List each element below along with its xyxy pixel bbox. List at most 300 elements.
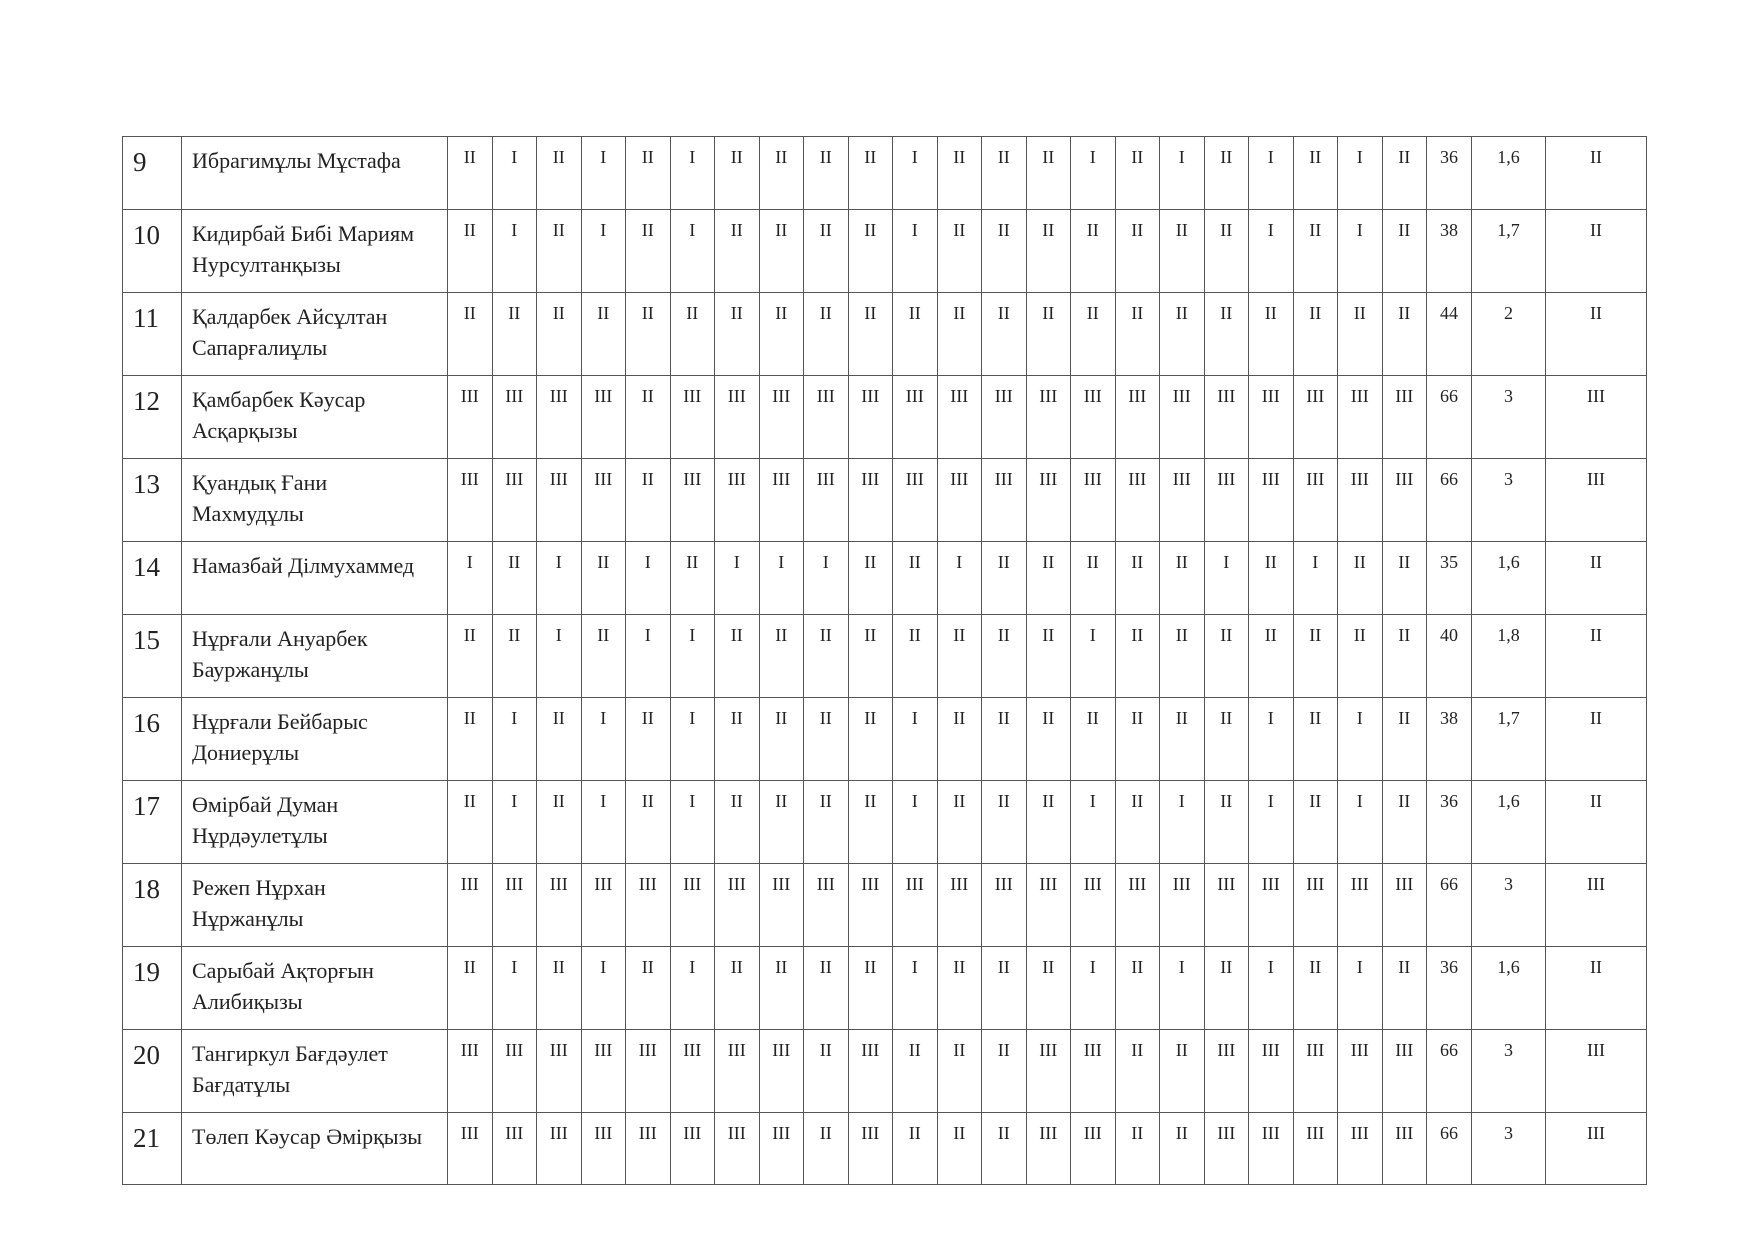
grade-cell: II — [1293, 210, 1338, 293]
grade-cell: II — [759, 210, 804, 293]
grade-cell: II — [626, 137, 671, 210]
table-row — [123, 781, 1647, 864]
grade-cell: III — [759, 459, 804, 542]
grade-cell: II — [537, 210, 582, 293]
grade-cell: II — [893, 542, 938, 615]
grade-cell: II — [804, 1113, 849, 1185]
average-score-cell: 1,6 — [1472, 781, 1546, 864]
grade-cell: I — [1249, 781, 1294, 864]
grades-table-body — [123, 137, 1647, 1185]
grade-cell: II — [670, 542, 715, 615]
level-cell: II — [1546, 615, 1647, 698]
row-number-cell: 16 — [123, 698, 182, 781]
grade-cell: II — [1115, 781, 1160, 864]
grade-cell: II — [1204, 698, 1249, 781]
total-score-cell: 36 — [1427, 781, 1472, 864]
grade-cell: III — [1115, 376, 1160, 459]
grade-cell: I — [492, 137, 537, 210]
grade-cell: III — [670, 1030, 715, 1113]
grade-cell: II — [626, 376, 671, 459]
table-row — [123, 1113, 1647, 1185]
student-name-cell — [182, 376, 448, 459]
grade-cell: II — [715, 947, 760, 1030]
grade-cell: III — [492, 459, 537, 542]
grade-cell: II — [581, 542, 626, 615]
grade-cell: II — [848, 781, 893, 864]
grade-cell: II — [848, 947, 893, 1030]
grade-cell: II — [804, 781, 849, 864]
grade-cell: II — [448, 293, 493, 376]
grade-cell: II — [804, 698, 849, 781]
grade-cell: I — [893, 698, 938, 781]
grade-cell: II — [1249, 542, 1294, 615]
level-cell: II — [1546, 210, 1647, 293]
grade-cell: II — [1293, 698, 1338, 781]
grade-cell: I — [670, 137, 715, 210]
grade-cell: II — [1249, 615, 1294, 698]
grade-cell: II — [937, 615, 982, 698]
grade-cell: II — [982, 947, 1027, 1030]
student-name-line: Режеп Нұрхан — [192, 875, 326, 900]
total-score-cell: 40 — [1427, 615, 1472, 698]
total-score-cell: 66 — [1427, 1113, 1472, 1185]
grade-cell: III — [1382, 864, 1427, 947]
grade-cell: I — [626, 615, 671, 698]
grade-cell: II — [804, 1030, 849, 1113]
grade-cell: II — [759, 947, 804, 1030]
table-row — [123, 1030, 1647, 1113]
grade-cell: I — [581, 781, 626, 864]
student-name-line: Асқарқызы — [192, 418, 298, 443]
student-name-line: Тангиркул Бағдәулет — [192, 1041, 388, 1066]
table-row — [123, 137, 1647, 210]
grade-cell: II — [937, 210, 982, 293]
student-name-line: Нұрғали Бейбарыс — [192, 709, 368, 734]
grade-cell: I — [581, 137, 626, 210]
grade-cell: III — [982, 459, 1027, 542]
grade-cell: II — [1204, 947, 1249, 1030]
total-score-cell: 38 — [1427, 210, 1472, 293]
grade-cell: III — [1293, 1030, 1338, 1113]
level-cell: II — [1546, 698, 1647, 781]
grade-cell: II — [1382, 781, 1427, 864]
average-score-cell: 3 — [1472, 459, 1546, 542]
grade-cell: II — [448, 698, 493, 781]
grade-cell: III — [715, 376, 760, 459]
grade-cell: I — [893, 781, 938, 864]
grade-cell: III — [581, 864, 626, 947]
average-score-cell: 2 — [1472, 293, 1546, 376]
grade-cell: II — [1071, 542, 1116, 615]
grade-cell: I — [1249, 947, 1294, 1030]
grade-cell: II — [626, 947, 671, 1030]
grade-cell: II — [848, 137, 893, 210]
grade-cell: III — [1115, 864, 1160, 947]
grade-cell: II — [537, 698, 582, 781]
grade-cell: III — [848, 864, 893, 947]
grade-cell: II — [1293, 615, 1338, 698]
grade-cell: I — [1249, 698, 1294, 781]
grade-cell: II — [982, 1030, 1027, 1113]
grade-cell: III — [804, 376, 849, 459]
level-cell: III — [1546, 1030, 1647, 1113]
level-cell: II — [1546, 137, 1647, 210]
grade-cell: III — [1382, 459, 1427, 542]
grade-cell: II — [893, 293, 938, 376]
grade-cell: III — [804, 864, 849, 947]
grade-cell: III — [1249, 459, 1294, 542]
grade-cell: II — [982, 1113, 1027, 1185]
average-score-cell: 1,7 — [1472, 698, 1546, 781]
grade-cell: III — [492, 1113, 537, 1185]
grade-cell: I — [626, 542, 671, 615]
grade-cell: III — [537, 1030, 582, 1113]
total-score-cell: 66 — [1427, 376, 1472, 459]
average-score-cell: 1,6 — [1472, 947, 1546, 1030]
grade-cell: III — [1160, 376, 1205, 459]
student-name-cell — [182, 615, 448, 698]
grade-cell: I — [581, 210, 626, 293]
grade-cell: III — [1382, 1030, 1427, 1113]
grade-cell: II — [1204, 137, 1249, 210]
grade-cell: II — [1115, 698, 1160, 781]
grade-cell: II — [804, 137, 849, 210]
grade-cell: II — [937, 137, 982, 210]
grade-cell: II — [848, 293, 893, 376]
grade-cell: I — [1071, 947, 1116, 1030]
student-name-line: Ибрагимұлы Мұстафа — [192, 148, 401, 173]
student-name-line: Махмудұлы — [192, 501, 304, 526]
grade-cell: II — [759, 781, 804, 864]
grade-cell: II — [937, 947, 982, 1030]
row-number-cell: 15 — [123, 615, 182, 698]
grade-cell: III — [1026, 1030, 1071, 1113]
grade-cell: III — [1293, 864, 1338, 947]
grade-cell: I — [581, 947, 626, 1030]
grade-cell: III — [1071, 459, 1116, 542]
grade-cell: II — [1115, 210, 1160, 293]
grade-cell: II — [1382, 293, 1427, 376]
student-name-line: Алибиқызы — [192, 989, 303, 1014]
grade-cell: II — [1115, 137, 1160, 210]
grade-cell: III — [1293, 459, 1338, 542]
grade-cell: II — [537, 947, 582, 1030]
row-number-cell: 19 — [123, 947, 182, 1030]
grade-cell: II — [581, 293, 626, 376]
student-name-line: Төлеп Кәусар Әмірқызы — [192, 1124, 423, 1149]
grade-cell: III — [1249, 864, 1294, 947]
grade-cell: II — [937, 698, 982, 781]
student-name-cell — [182, 137, 448, 210]
grade-cell: III — [1204, 1113, 1249, 1185]
grade-cell: III — [448, 376, 493, 459]
grade-cell: III — [1026, 864, 1071, 947]
total-score-cell: 66 — [1427, 864, 1472, 947]
grade-cell: II — [537, 137, 582, 210]
grade-cell: II — [1160, 698, 1205, 781]
level-cell: III — [1546, 459, 1647, 542]
grade-cell: II — [1382, 615, 1427, 698]
grade-cell: III — [893, 376, 938, 459]
grade-cell: III — [1382, 1113, 1427, 1185]
grade-cell: III — [626, 1030, 671, 1113]
grade-cell: I — [1338, 781, 1383, 864]
grade-cell: I — [1204, 542, 1249, 615]
grade-cell: II — [982, 210, 1027, 293]
row-number-cell: 17 — [123, 781, 182, 864]
grade-cell: III — [1026, 459, 1071, 542]
grade-cell: I — [1338, 210, 1383, 293]
grade-cell: III — [893, 864, 938, 947]
grade-cell: II — [1115, 293, 1160, 376]
grade-cell: III — [715, 864, 760, 947]
grade-cell: II — [1026, 137, 1071, 210]
grade-cell: II — [937, 1113, 982, 1185]
grade-cell: I — [804, 542, 849, 615]
total-score-cell: 66 — [1427, 1030, 1472, 1113]
grade-cell: I — [1338, 698, 1383, 781]
student-name-line: Бауржанұлы — [192, 657, 309, 682]
grade-cell: III — [537, 1113, 582, 1185]
total-score-cell: 36 — [1427, 947, 1472, 1030]
table-row — [123, 947, 1647, 1030]
grade-cell: II — [982, 698, 1027, 781]
table-row — [123, 698, 1647, 781]
grades-table — [122, 136, 1647, 1185]
grade-cell: II — [715, 210, 760, 293]
grade-cell: II — [759, 137, 804, 210]
total-score-cell: 36 — [1427, 137, 1472, 210]
total-score-cell: 66 — [1427, 459, 1472, 542]
grade-cell: III — [1204, 459, 1249, 542]
grade-cell: II — [848, 698, 893, 781]
grade-cell: I — [1338, 947, 1383, 1030]
grade-cell: III — [759, 1113, 804, 1185]
student-name-cell — [182, 459, 448, 542]
table-row — [123, 864, 1647, 947]
grade-cell: II — [1026, 615, 1071, 698]
average-score-cell: 1,6 — [1472, 137, 1546, 210]
grade-cell: III — [1249, 1030, 1294, 1113]
grade-cell: II — [1382, 947, 1427, 1030]
grade-cell: II — [537, 293, 582, 376]
level-cell: II — [1546, 542, 1647, 615]
table-row — [123, 210, 1647, 293]
grade-cell: III — [448, 459, 493, 542]
grade-cell: III — [448, 864, 493, 947]
grade-cell: III — [1026, 376, 1071, 459]
row-number-cell: 21 — [123, 1113, 182, 1185]
level-cell: II — [1546, 293, 1647, 376]
grade-cell: I — [670, 210, 715, 293]
grade-cell: II — [1382, 137, 1427, 210]
grade-cell: II — [715, 615, 760, 698]
table-row — [123, 376, 1647, 459]
grade-cell: III — [1071, 1030, 1116, 1113]
grade-cell: III — [893, 459, 938, 542]
grade-cell: III — [581, 376, 626, 459]
grade-cell: II — [1115, 1030, 1160, 1113]
grade-cell: III — [982, 376, 1027, 459]
student-name-cell — [182, 210, 448, 293]
grade-cell: III — [1338, 376, 1383, 459]
grade-cell: III — [848, 376, 893, 459]
grade-cell: III — [626, 864, 671, 947]
grade-cell: III — [581, 1113, 626, 1185]
grade-cell: I — [937, 542, 982, 615]
grade-cell: II — [804, 293, 849, 376]
grade-cell: II — [937, 781, 982, 864]
grade-cell: I — [448, 542, 493, 615]
grade-cell: I — [492, 210, 537, 293]
grade-cell: II — [1204, 210, 1249, 293]
grade-cell: II — [1338, 542, 1383, 615]
grade-cell: III — [1160, 459, 1205, 542]
grade-cell: I — [670, 947, 715, 1030]
grade-cell: II — [982, 542, 1027, 615]
student-name-line: Намазбай Ділмухаммед — [192, 553, 415, 578]
row-number-cell: 20 — [123, 1030, 182, 1113]
grade-cell: II — [1115, 615, 1160, 698]
grade-cell: II — [1026, 947, 1071, 1030]
row-number-cell: 11 — [123, 293, 182, 376]
grade-cell: III — [937, 864, 982, 947]
student-name-cell — [182, 542, 448, 615]
student-name-line: Қуандық Ғани — [192, 470, 328, 495]
grade-cell: II — [626, 210, 671, 293]
grade-cell: III — [670, 864, 715, 947]
grade-cell: I — [537, 615, 582, 698]
grade-cell: III — [1338, 1030, 1383, 1113]
grade-cell: II — [1382, 542, 1427, 615]
row-number-cell: 13 — [123, 459, 182, 542]
grade-cell: II — [1160, 542, 1205, 615]
grade-cell: III — [715, 1030, 760, 1113]
total-score-cell: 44 — [1427, 293, 1472, 376]
grade-cell: I — [670, 615, 715, 698]
student-name-cell — [182, 1030, 448, 1113]
grade-cell: II — [982, 781, 1027, 864]
grade-cell: II — [804, 210, 849, 293]
grade-cell: I — [759, 542, 804, 615]
grade-cell: III — [537, 864, 582, 947]
grade-cell: III — [448, 1030, 493, 1113]
grade-cell: III — [670, 376, 715, 459]
grade-cell: II — [626, 698, 671, 781]
grade-cell: II — [982, 615, 1027, 698]
average-score-cell: 3 — [1472, 1113, 1546, 1185]
average-score-cell: 1,7 — [1472, 210, 1546, 293]
grade-cell: III — [581, 459, 626, 542]
student-name-line: Кидирбай Бибі Мариям — [192, 221, 414, 246]
grade-cell: II — [1204, 293, 1249, 376]
student-name-line: Сапарғалиұлы — [192, 335, 328, 360]
grade-cell: II — [1160, 210, 1205, 293]
average-score-cell: 3 — [1472, 864, 1546, 947]
student-name-cell — [182, 781, 448, 864]
grade-cell: II — [626, 293, 671, 376]
grade-cell: II — [581, 615, 626, 698]
grade-cell: II — [804, 947, 849, 1030]
grade-cell: II — [1115, 947, 1160, 1030]
grade-cell: I — [1293, 542, 1338, 615]
grade-cell: III — [1293, 376, 1338, 459]
grade-cell: II — [448, 137, 493, 210]
grade-cell: III — [759, 864, 804, 947]
grade-cell: II — [1382, 210, 1427, 293]
grade-cell: II — [715, 293, 760, 376]
grade-cell: III — [537, 459, 582, 542]
grade-cell: I — [1338, 137, 1383, 210]
grade-cell: II — [1204, 615, 1249, 698]
grade-cell: III — [1204, 864, 1249, 947]
grade-cell: III — [1115, 459, 1160, 542]
student-name-cell — [182, 864, 448, 947]
grade-cell: II — [1160, 1113, 1205, 1185]
grade-cell: II — [670, 293, 715, 376]
grade-cell: III — [1249, 376, 1294, 459]
grade-cell: II — [1338, 615, 1383, 698]
grade-cell: III — [1293, 1113, 1338, 1185]
grade-cell: III — [492, 864, 537, 947]
table-row — [123, 615, 1647, 698]
grade-cell: II — [492, 615, 537, 698]
grade-cell: II — [848, 615, 893, 698]
grade-cell: I — [893, 137, 938, 210]
grade-cell: III — [1071, 1113, 1116, 1185]
grade-cell: III — [1338, 864, 1383, 947]
grade-cell: III — [715, 1113, 760, 1185]
grade-cell: II — [492, 293, 537, 376]
grade-cell: III — [937, 376, 982, 459]
grade-cell: II — [537, 781, 582, 864]
grade-cell: I — [1160, 137, 1205, 210]
grade-cell: II — [982, 293, 1027, 376]
student-name-cell — [182, 947, 448, 1030]
grade-cell: II — [759, 615, 804, 698]
grade-cell: I — [893, 210, 938, 293]
grade-cell: II — [937, 1030, 982, 1113]
grade-cell: II — [1115, 542, 1160, 615]
grade-cell: I — [537, 542, 582, 615]
grade-cell: I — [670, 698, 715, 781]
grade-cell: III — [937, 459, 982, 542]
table-row — [123, 293, 1647, 376]
grade-cell: I — [492, 698, 537, 781]
grade-cell: II — [448, 781, 493, 864]
grade-cell: II — [1160, 293, 1205, 376]
row-number-cell: 9 — [123, 137, 182, 210]
grade-cell: II — [1071, 210, 1116, 293]
student-name-line: Нұржанұлы — [192, 906, 304, 931]
student-name-line: Нұрғали Ануарбек — [192, 626, 368, 651]
grade-cell: I — [1071, 615, 1116, 698]
grade-cell: III — [982, 864, 1027, 947]
student-name-line: Бағдатұлы — [192, 1072, 291, 1097]
grade-cell: II — [1160, 1030, 1205, 1113]
grade-cell: III — [1204, 376, 1249, 459]
row-number-cell: 10 — [123, 210, 182, 293]
grade-cell: III — [581, 1030, 626, 1113]
grade-cell: II — [448, 947, 493, 1030]
grade-cell: III — [537, 376, 582, 459]
level-cell: III — [1546, 1113, 1647, 1185]
grade-cell: II — [1338, 293, 1383, 376]
grade-cell: I — [1160, 947, 1205, 1030]
grade-cell: II — [982, 137, 1027, 210]
grade-cell: II — [715, 781, 760, 864]
level-cell: III — [1546, 376, 1647, 459]
